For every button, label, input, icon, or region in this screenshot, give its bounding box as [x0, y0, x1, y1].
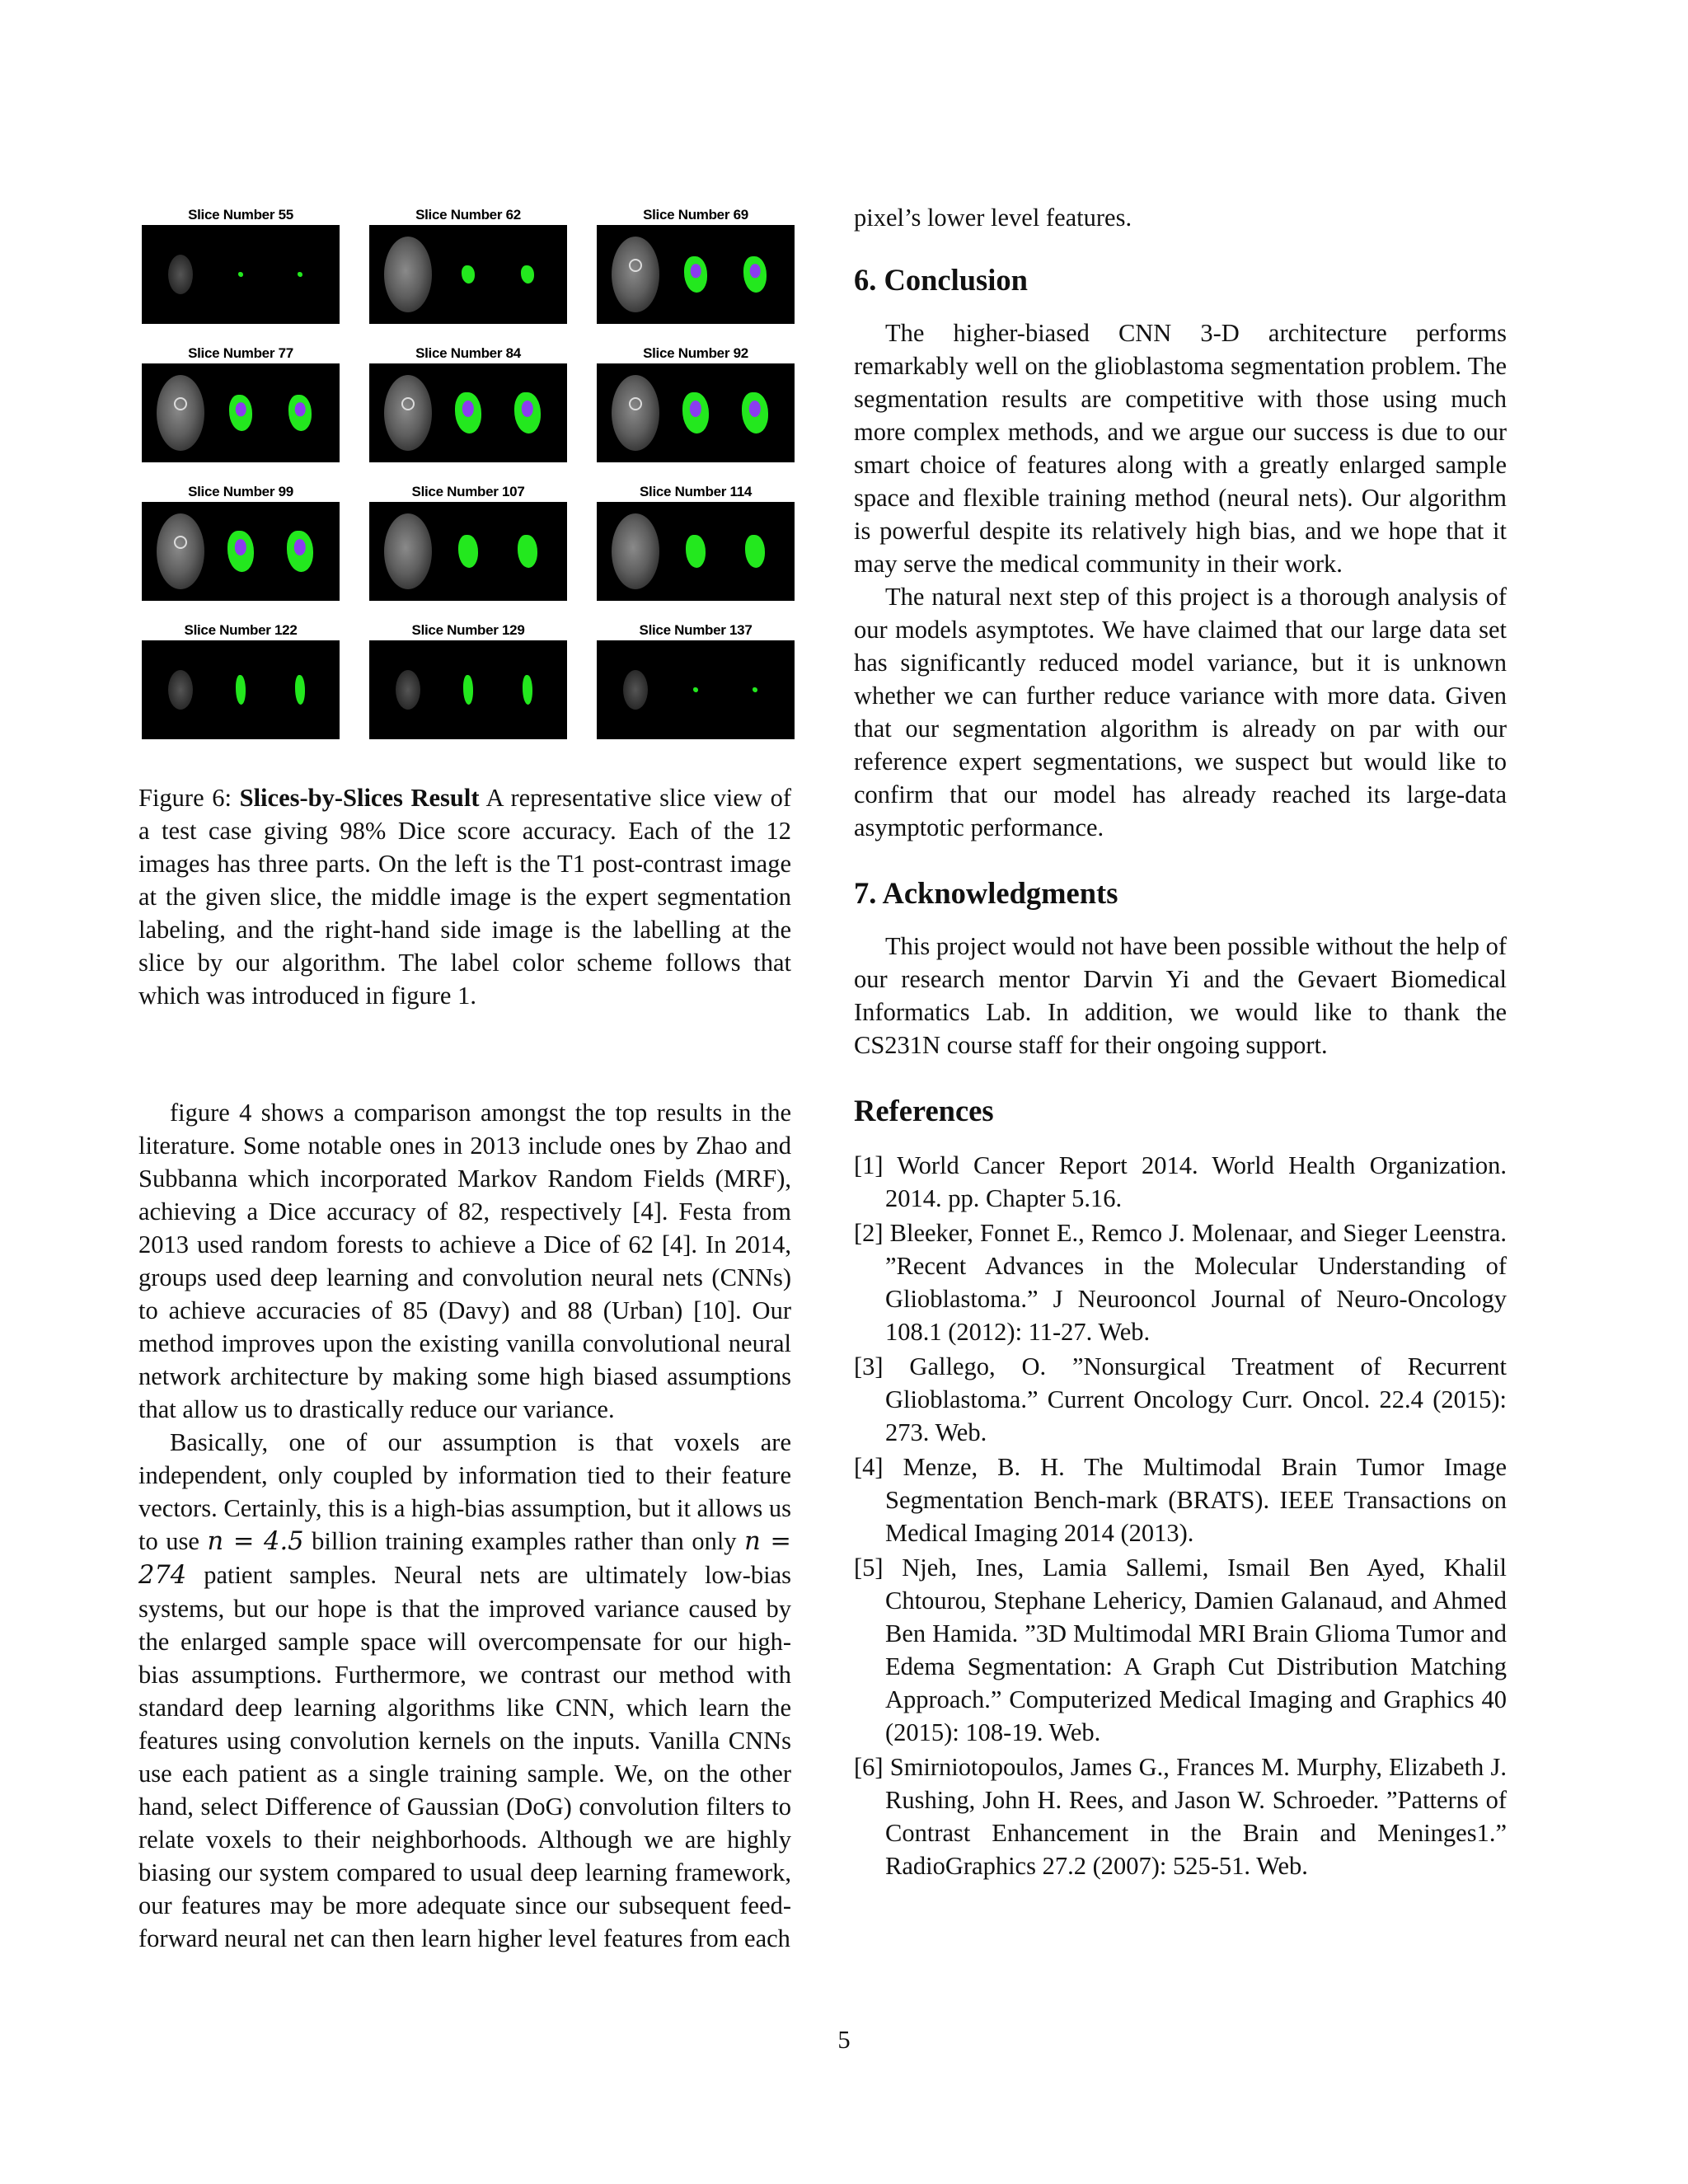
- math-n-patients: n = 274: [138, 1527, 791, 1590]
- slice-title: Slice Number 69: [643, 207, 748, 223]
- right-column: [854, 201, 1507, 1884]
- math-n-training: n = 4.5: [207, 1527, 304, 1556]
- slice-image: [142, 225, 340, 324]
- references-list: [854, 1149, 1507, 1882]
- reference-item: [6] Smirniotopoulos, James G., Frances M. Murphy, Elizabeth J. Rushing, John H. Rees, and Jason W. Schroeder. ”Patterns of Contrast Enhancement in the Brain and Meninges1.” RadioGraphics 27.2 (2007): 525-51. Web.: [854, 1753, 1507, 1880]
- continuation-text: pixel’s lower level features.: [854, 204, 1132, 232]
- t1-brain-scan: [168, 255, 193, 294]
- slice-image: [142, 363, 340, 462]
- expert-segmentation: [462, 265, 475, 284]
- paragraph-literature: figure 4 shows a comparison amongst the top results in the literature. Some notable ones in 2013 include ones by Zhao and Subbanna which incorporated Markov Random Fields (MRF), achieving a Dice accuracy of 82, respectively [4]. Festa from 2013 used random forests to achieve a Dice of 62 [4]. In 2014, groups used deep learning and convolution neural nets (CNNs) to achieve accuracies of 85 (Davy) and 88 (Urban) [10]. Our method improves upon the existing vanilla convolutional neural network architecture by making some high biased assumptions that allow us to drastically reduce our variance.: [138, 1099, 791, 1423]
- slice-panel: [369, 343, 567, 481]
- assumption-text-a: Basically, one of our assumption is that voxels are independent, only coupled by information tied to their feature vectors. Certainly, this is a high-bias assumption, but it allows us to use: [138, 1428, 791, 1555]
- slice-title: Slice Number 92: [643, 345, 748, 361]
- expert-segmentation: [238, 272, 243, 277]
- expert-segmentation: [686, 535, 706, 568]
- t1-brain-scan: [168, 670, 193, 710]
- t1-brain-scan: [623, 670, 648, 710]
- slice-title: Slice Number 107: [411, 484, 525, 499]
- algorithm-segmentation: [295, 675, 305, 705]
- algorithm-segmentation: [514, 392, 541, 434]
- caption-title: Slices-by-Slices Result: [239, 784, 480, 812]
- page-number: 5: [837, 2026, 851, 2054]
- t1-brain-scan: [157, 513, 204, 589]
- slice-image: [369, 363, 567, 462]
- expert-segmentation: [684, 256, 707, 293]
- acknowledgments-heading: 7. Acknowledgments: [854, 876, 1118, 910]
- slice-image: [597, 640, 795, 739]
- left-column: [138, 204, 791, 1955]
- conclusion-heading: 6. Conclusion: [854, 263, 1028, 297]
- slice-image: [142, 502, 340, 601]
- paragraph-assumption: [138, 1426, 791, 1955]
- expert-segmentation: [693, 687, 698, 692]
- slice-panel: [369, 481, 567, 620]
- slice-panel: [142, 343, 340, 481]
- caption-text: A representative slice view of a test case giving 98% Dice score accuracy. Each of the 12 images has three parts. On the left is the T1 post-contrast image at the given slice, the middle image is the expert segmentation labeling, and the right-hand side image is the labelling at the slice by our algorithm. The label color scheme follows that which was introduced in figure 1.: [138, 784, 791, 1010]
- slice-title: Slice Number 137: [639, 622, 753, 638]
- slice-title: Slice Number 77: [188, 345, 293, 361]
- slice-title: Slice Number 84: [415, 345, 521, 361]
- t1-brain-scan: [612, 237, 659, 312]
- expert-segmentation: [682, 392, 709, 434]
- slice-panel: [142, 481, 340, 620]
- reference-item: [4] Menze, B. H. The Multimodal Brain Tumor Image Segmentation Bench-mark (BRATS). IEEE Transactions on Medical Imaging 2014 (2013).: [854, 1453, 1507, 1547]
- figure-6-grid: [142, 204, 791, 758]
- algorithm-segmentation: [287, 531, 313, 572]
- algorithm-segmentation: [745, 535, 765, 568]
- conclusion-paragraph-1: The higher-biased CNN 3-D architecture performs remarkably well on the glioblastoma segmentation problem. The segmentation results are competitive with those using much more complex methods, and we argue our success is due to our smart choice of features along with a greatly enlarged sample space and flexible training method (neural nets). Our algorithm is powerful despite its relatively high bias, and we hope that it may serve the medical community in their work.: [854, 319, 1507, 578]
- t1-brain-scan: [157, 375, 204, 451]
- reference-item: [2] Bleeker, Fonnet E., Remco J. Molenaar, and Sieger Leenstra. ”Recent Advances in the Molecular Understanding of Glioblastoma.” J Neurooncol Journal of Neuro-Oncology 108.1 (2012): 11-27. Web.: [854, 1219, 1507, 1346]
- slice-title: Slice Number 99: [188, 484, 293, 499]
- assumption-text-c: patient samples. Neural nets are ultimately low-bias systems, but our hope is that the improved variance caused by the enlarged sample space will overcompensate for our high-bias assumptions. Furthermore, we contrast our method with standard deep learning algorithms like CNN, which learn the features using convolution kernels on the inputs. Vanilla CNNs use each patient as a single training sample. We, on the other hand, select Difference of Gaussian (DoG) convolution filters to relate voxels to their neighborhoods. Although we are highly biasing our system compared to usual deep learning framework, our features may be more adequate since our subsequent feed-forward neural net can then learn higher level features from each: [138, 1561, 791, 1952]
- slice-title: Slice Number 55: [188, 207, 293, 223]
- reference-item: [1] World Cancer Report 2014. World Health Organization. 2014. pp. Chapter 5.16.: [854, 1151, 1507, 1212]
- slice-image: [597, 502, 795, 601]
- slice-title: Slice Number 62: [415, 207, 521, 223]
- expert-segmentation: [458, 535, 478, 568]
- reference-item: [5] Njeh, Ines, Lamia Sallemi, Ismail Ben Ayed, Khalil Chtourou, Stephane Lehericy, Damien Galanaud, and Ahmed Ben Hamida. ”3D Multimodal MRI Brain Glioma Tumor and Edema Segmentation: A Graph Cut Distribution Matching Approach.” Computerized Medical Imaging and Graphics 40 (2015): 108-19. Web.: [854, 1554, 1507, 1746]
- expert-segmentation: [463, 675, 473, 705]
- algorithm-segmentation: [753, 687, 757, 692]
- slice-title: Slice Number 129: [411, 622, 525, 638]
- algorithm-segmentation: [521, 265, 534, 284]
- slice-panel: [369, 620, 567, 758]
- slice-image: [142, 640, 340, 739]
- slice-panel: [369, 204, 567, 343]
- figure-caption: [138, 781, 791, 1012]
- expert-segmentation: [236, 675, 246, 705]
- expert-segmentation: [227, 531, 254, 572]
- slice-panel: [597, 620, 795, 758]
- algorithm-segmentation: [518, 535, 537, 568]
- slice-image: [369, 502, 567, 601]
- t1-brain-scan: [384, 513, 432, 589]
- algorithm-segmentation: [523, 675, 532, 705]
- caption-prefix: Figure 6:: [138, 784, 240, 812]
- acknowledgments-paragraph: This project would not have been possible without the help of our research mentor Darvin Yi and the Gevaert Biomedical Informatics Lab. In addition, we would like to thank the CS231N course staff for their ongoing support.: [854, 932, 1507, 1059]
- expert-segmentation: [455, 392, 481, 434]
- algorithm-segmentation: [288, 395, 312, 431]
- slice-image: [597, 225, 795, 324]
- t1-brain-scan: [612, 375, 659, 451]
- algorithm-segmentation: [742, 392, 768, 434]
- slice-title: Slice Number 122: [184, 622, 298, 638]
- t1-brain-scan: [396, 670, 420, 710]
- slice-panel: [597, 481, 795, 620]
- slice-panel: [142, 620, 340, 758]
- slice-image: [369, 640, 567, 739]
- slice-image: [369, 225, 567, 324]
- algorithm-segmentation: [743, 256, 767, 293]
- t1-brain-scan: [384, 237, 432, 312]
- reference-item: [3] Gallego, O. ”Nonsurgical Treatment of Recurrent Glioblastoma.” Current Oncology Curr. Oncol. 22.4 (2015): 273. Web.: [854, 1352, 1507, 1446]
- slice-panel: [597, 343, 795, 481]
- slice-title: Slice Number 114: [640, 484, 752, 499]
- slice-image: [597, 363, 795, 462]
- t1-brain-scan: [384, 375, 432, 451]
- slice-panel: [142, 204, 340, 343]
- t1-brain-scan: [612, 513, 659, 589]
- references-heading: References: [854, 1094, 994, 1127]
- slice-panel: [597, 204, 795, 343]
- algorithm-segmentation: [298, 272, 302, 277]
- conclusion-paragraph-2: The natural next step of this project is a thorough analysis of our models asymptotes. We have claimed that our large data set has significantly reduced model variance, but it is unknown whether we can further reduce variance with more data. Given that our segmentation algorithm is already on par with our reference expert segmentations, we suspect but would like to confirm that our model has already reached its large-data asymptotic performance.: [854, 583, 1507, 841]
- assumption-text-b: billion training examples rather than only: [303, 1527, 745, 1555]
- expert-segmentation: [229, 395, 252, 431]
